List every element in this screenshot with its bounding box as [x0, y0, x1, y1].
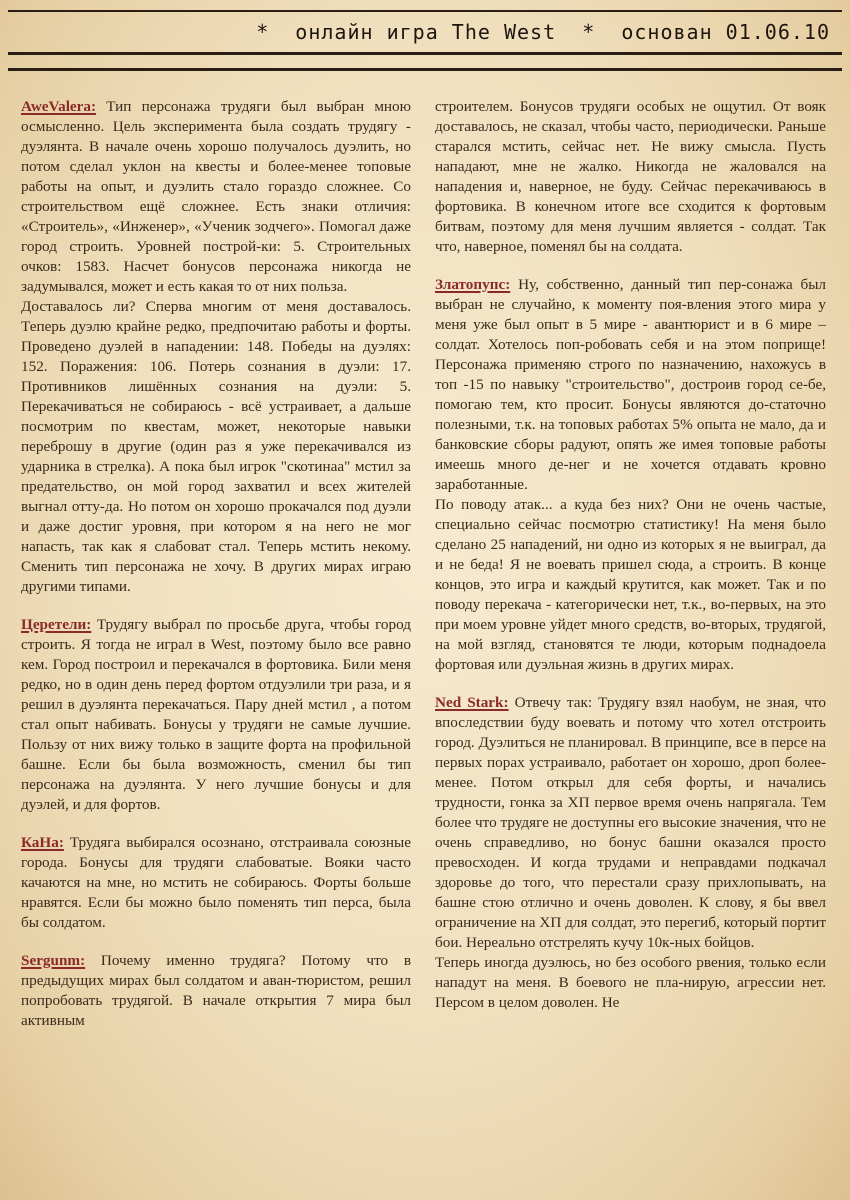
paragraph-text: Тип персонажа трудяги был выбран мною осмысленно. Цель эксперимента была создать трудягу - дуэлянта. В начале очень хорошо получалось дуэлить, но потом сделал уклон на квесты и более-менее топовые работы на опыт, и дуэлить стало гораздо сложнее. Со строительством ещё сложнее. Есть знаки отличия: «Строитель», «Инженер», «Ученик зодчего». Помогал даже город строить. Уровней построй-ки: 5. Строительных очков: 1583. Насчет бонусов персонажа никогда не задумывался, может и есть какая то от них польза. [21, 98, 412, 295]
paragraph-text: Отвечу так: Трудягу взял наобум, не зная, что впоследствии буду воевать и потому что хотел отстроить город. Дуэлиться не планировал. В принципе, все в персе на первых порах устраивало, работает он хорошо, дроп более-менее. Потом открыл для себя форты, и начались трудности, гонка за ХП первое время очень напрягала. Тем более что трудяге не доступны его высокие значения, что не очень справедливо, но бонус башни оказался просто превосходен. И когда трудами и неправдами подкачал здоровье до того, что перестали сразу прихлопывать, на башне стою отлично и очень доволен. К слову, я бы ввел ограничение на ХП для солдат, это перегиб, который портит бои. Нереально отстрелять кучу 10к-ных бойцов. [435, 694, 827, 951]
interview-entry [21, 951, 411, 1031]
interview-entry [435, 275, 826, 675]
entry-paragraph [435, 693, 826, 953]
entry-paragraph [21, 833, 411, 933]
author-name: Церетели: [21, 616, 92, 633]
interview-entry [435, 693, 826, 1013]
author-name: Ned Stark: [435, 694, 509, 711]
author-name: КаНа: [21, 834, 64, 851]
divider-rule-lower [8, 68, 842, 71]
entry-paragraph [21, 615, 411, 815]
top-rule [8, 10, 842, 12]
interview-entry [21, 97, 411, 597]
interview-entry [435, 97, 826, 257]
left-column [21, 97, 411, 1049]
entry-paragraph [21, 297, 411, 597]
author-name: Златопупс: [435, 276, 511, 293]
entry-paragraph [21, 97, 411, 297]
entry-paragraph [435, 953, 826, 1013]
paragraph-text: Почему именно трудяга? Потому что в предыдущих мирах был солдатом и аван-тюристом, решил попробовать трудягой. В начале открытия 7 мира был активным [21, 952, 411, 1029]
entry-paragraph [435, 97, 826, 257]
entry-paragraph [21, 951, 411, 1031]
divider-rule-upper [8, 52, 842, 55]
interview-entry [21, 833, 411, 933]
masthead-title: * онлайн игра The West * основан 01.06.10 [256, 20, 830, 44]
masthead [0, 0, 850, 80]
paragraph-text: Трудяга выбирался осознано, отстраивала союзные города. Бонусы для трудяги слабоватые. Вояки часто качаются на мне, но мстить не собираюсь. Форты больше нравятся. Если бы можно было поменять тип перса, была бы солдатом. [21, 834, 411, 931]
interview-entry [21, 615, 411, 815]
author-name: AweValera: [21, 98, 97, 115]
entry-paragraph [435, 275, 826, 495]
paragraph-text: Трудягу выбрал по просьбе друга, чтобы город строить. Я тогда не играл в West, поэтому было все равно кем. Город построил и перекачался в фортовика. Били меня редко, но в один день перед фортом отдуэлили три раза, и я решил в дуэлянта перекачаться. Пару дней мстил , а потом стал опыт набивать. Бонусы у трудяги не самые лучшие. Пользу от них вижу только в защите форта на профильной башне. Если бы была возможность, сменил бы тип персонажа на дуэлянта. У него лучшие бонусы и для дуэлей, и для фортов. [21, 616, 411, 813]
author-name: Sergunm: [21, 952, 86, 969]
entry-paragraph [435, 495, 826, 675]
paragraph-text: Теперь иногда дуэлюсь, но без особого рвения, только если нападут на меня. В боевого не пла-нирую, агрессии нет. Персом в целом доволен. Не [435, 954, 826, 1011]
paragraph-text: Доставалось ли? Сперва многим от меня доставалось. Теперь дуэлю крайне редко, предпочитаю работы и форты. Проведено дуэлей в нападении: 148. Победы на дуэлях: 152. Поражения: 106. Потерь сознания в дуэли: 17. Противников лишённых сознания на дуэли: 5. Перекачиваться не собираюсь - всё устраивает, а дальше посмотрим по квестам, может, некоторые навыки переброшу в другие (один раз я уже перекачивался из ударника в стрелка). А пока был игрок "скотинаа" мстил за предательство, он мой город захватил и всех жителей выгнал отту-да. Но потом он хорошо прокачался под дуэли и даже достиг уровня, при котором я на него не мог напасть, так как я слабоват стал. Теперь мстить некому. Сменить тип персонажа не хочу. В других мирах играю другими типами. [21, 298, 411, 595]
paragraph-text: строителем. Бонусов трудяги особых не ощутил. От вояк доставалось, не сказал, чтобы часто, периодически. Раньше старался мстить, сейчас нет. Не вижу смысла. Пусть нападают, мне не жалко. Никогда не жаловался на нападения и, наверное, не буду. Сейчас перекачиваюсь в фортовика. В конечном итоге все сходится к фортовым битвам, поэтому для меня лучшим является - солдат. Так что, наверное, поменял бы на солдата. [435, 98, 826, 255]
right-column [435, 97, 826, 1031]
paragraph-text: По поводу атак... а куда без них? Они не очень частые, специально сейчас посмотрю статистику! На меня было сделано 25 нападений, ни одно из которых я не выиграл, да и не беда! Я не воевать пришел сюда, а строить. В конце концов, это игра и каждый крутится, как может. Так и по поводу перекача - категорически нет, т.к., во-первых, на это при моем уровне уйдет много средств, во-вторых, трудягой, на мой взгляд, становятся те люди, которым поднадоела фортовая или дуэльная жизнь в других мирах. [435, 496, 826, 673]
paragraph-text: Ну, собственно, данный тип пер-сонажа был выбран не случайно, к моменту поя-вления этого мира у меня уже был опыт в 5 мире - авантюрист и в 6 мире – солдат. Хотелось поп-робовать себя и на этом поприще! Персонажа применяю строго по назначению, нахожусь в топ -15 по навыку "строительство", достроив город се-бе, помогаю тем, кто просит. Бонусы являются до-статочно полезными, т.к. на топовых работах 5% опыта не мало, да и банковские сборы радуют, опять же имея топовые работы имеешь много де-нег и не хочется отдавать кровно заработанные. [435, 276, 827, 493]
